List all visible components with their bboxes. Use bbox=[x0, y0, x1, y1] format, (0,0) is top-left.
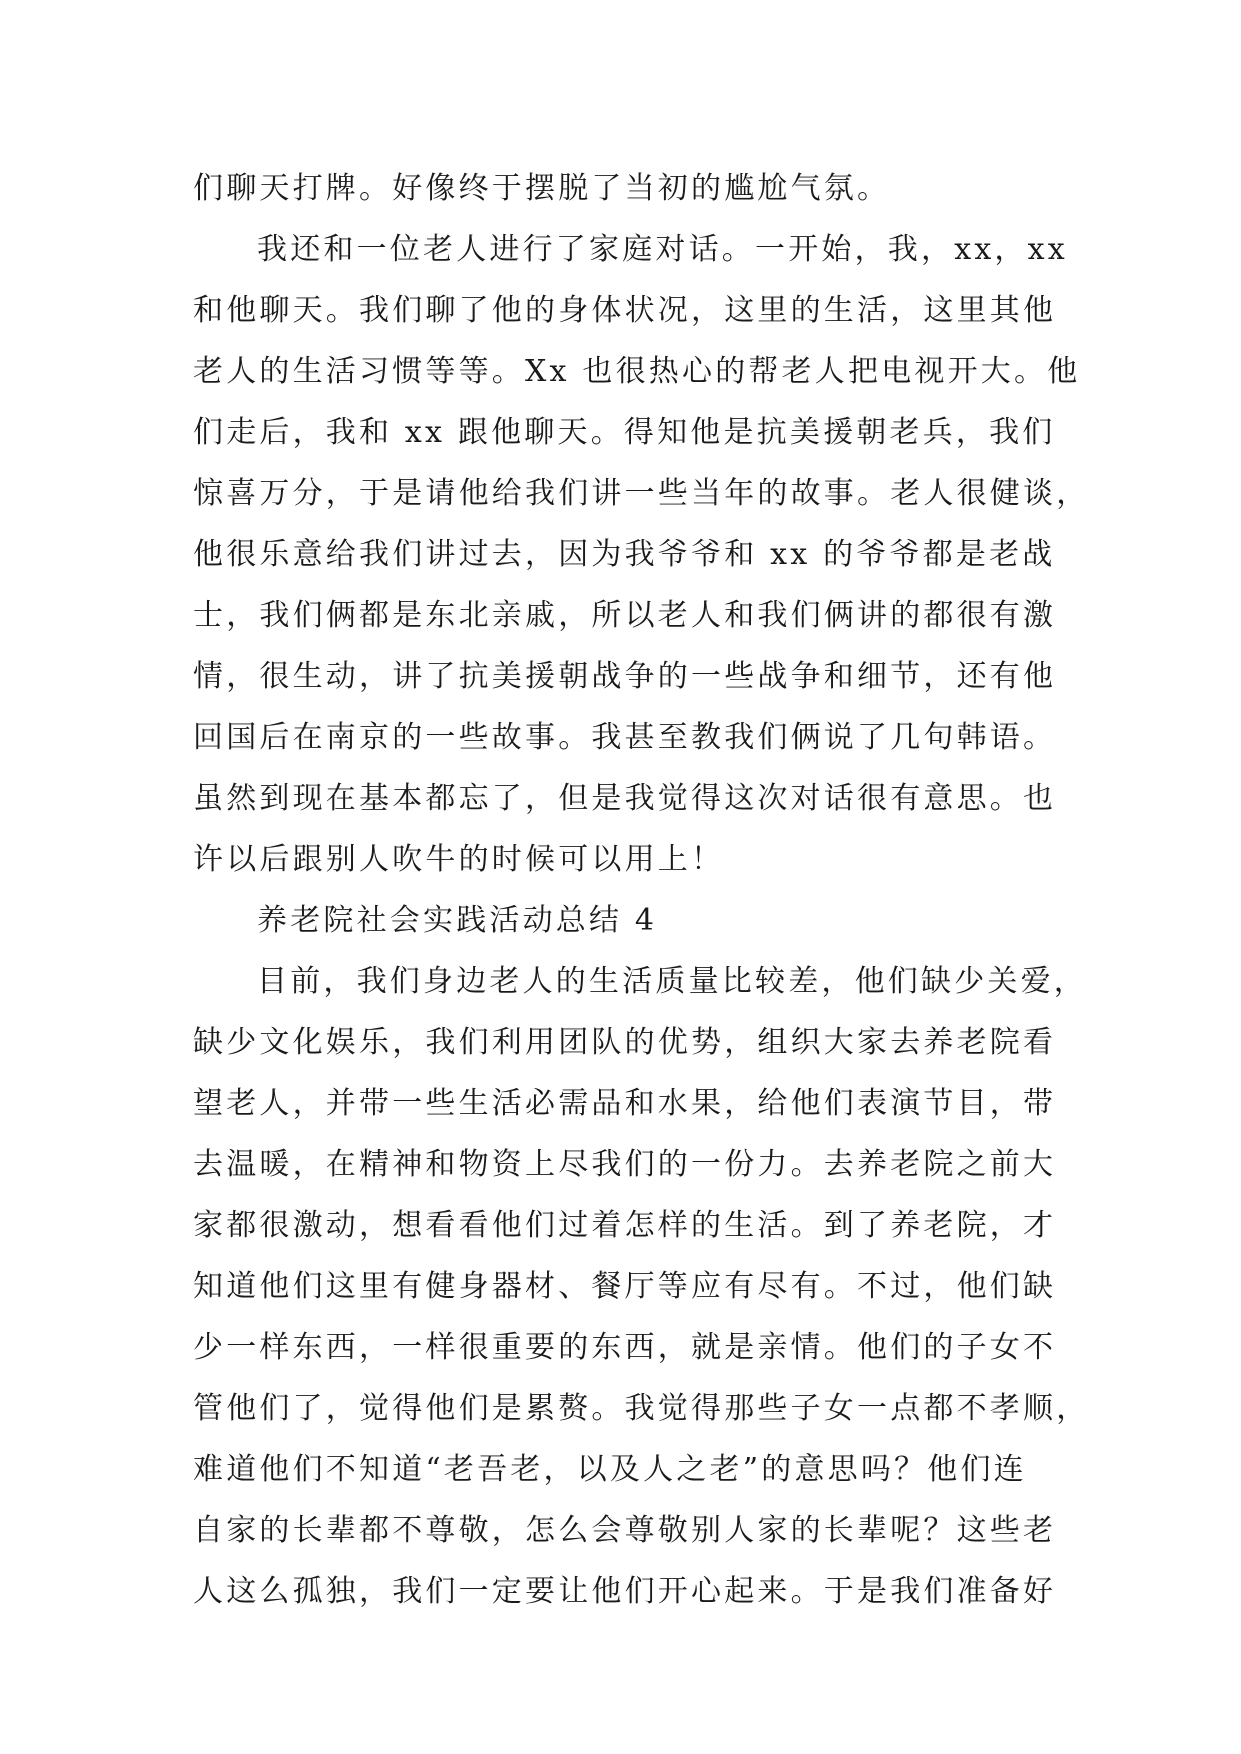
text-line: 们聊天打牌。好像终于摆脱了当初的尴尬气氛。 bbox=[193, 171, 891, 206]
text-line: 许以后跟别人吹牛的时候可以用上！ bbox=[193, 842, 725, 877]
text-line: 回国后在南京的一些故事。我甚至教我们俩说了几句韩语。 bbox=[193, 720, 1057, 755]
text-line: 人这么孤独，我们一定要让他们开心起来。于是我们准备好 bbox=[193, 1574, 1057, 1609]
text-line: 和他聊天。我们聊了他的身体状况，这里的生活，这里其他 bbox=[193, 293, 1057, 328]
text-line: 去温暖，在精神和物资上尽我们的一份力。去养老院之前大 bbox=[193, 1147, 1057, 1182]
text-line: 们走后，我和 xx 跟他聊天。得知他是抗美援朝老兵，我们 bbox=[193, 415, 1056, 450]
text-line: 管他们了，觉得他们是累赘。我觉得那些子女一点都不孝顺， bbox=[193, 1391, 1090, 1426]
text-line: 惊喜万分，于是请他给我们讲一些当年的故事。老人很健谈， bbox=[193, 476, 1090, 511]
text-line: 虽然到现在基本都忘了，但是我觉得这次对话很有意思。也 bbox=[193, 781, 1057, 816]
text-line: 老人的生活习惯等等。Xx 也很热心的帮老人把电视开大。他 bbox=[193, 354, 1081, 389]
paragraph-start-line: 目前，我们身边老人的生活质量比较差，他们缺少关爱， bbox=[257, 964, 1087, 999]
text-line: 他很乐意给我们讲过去，因为我爷爷和 xx 的爷爷都是老战 bbox=[193, 537, 1056, 572]
text-line: 家都很激动，想看看他们过着怎样的生活。到了养老院，才 bbox=[193, 1208, 1057, 1243]
text-line: 难道他们不知道“老吾老，以及人之老”的意思吗？他们连 bbox=[193, 1452, 1027, 1487]
text-line: 情，很生动，讲了抗美援朝战争的一些战争和细节，还有他 bbox=[193, 659, 1057, 694]
text-line: 知道他们这里有健身器材、餐厅等应有尽有。不过，他们缺 bbox=[193, 1269, 1057, 1304]
paragraph-start-line: 我还和一位老人进行了家庭对话。一开始，我，xx，xx bbox=[257, 232, 1068, 267]
text-line: 士，我们俩都是东北亲戚，所以老人和我们俩讲的都很有激 bbox=[193, 598, 1057, 633]
text-line: 少一样东西，一样很重要的东西，就是亲情。他们的子女不 bbox=[193, 1330, 1057, 1365]
text-line: 缺少文化娱乐，我们利用团队的优势，组织大家去养老院看 bbox=[193, 1025, 1057, 1060]
text-line: 自家的长辈都不尊敬，怎么会尊敬别人家的长辈呢？这些老 bbox=[193, 1513, 1057, 1548]
text-line: 望老人，并带一些生活必需品和水果，给他们表演节目，带 bbox=[193, 1086, 1057, 1121]
section-heading: 养老院社会实践活动总结 4 bbox=[257, 903, 658, 938]
body-text bbox=[193, 158, 1090, 1622]
